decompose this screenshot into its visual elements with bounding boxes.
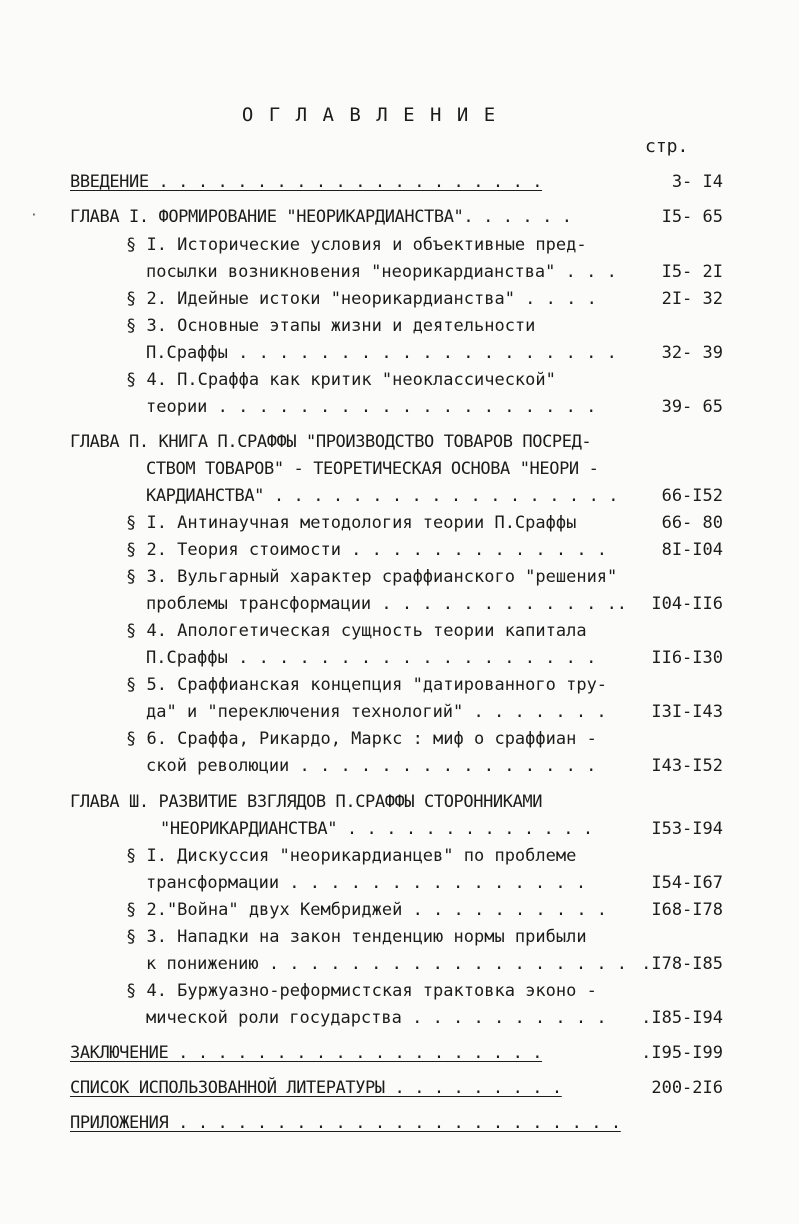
toc-entry-text: § 2. Идейные истоки "неорикардианства" . . . .: [126, 289, 597, 309]
toc-entry-text: проблемы трансформации . . . . . . . . . . . ..: [146, 594, 628, 614]
toc-entry-pages: 2I- 32: [661, 289, 723, 309]
toc-entry-pages: 66- 80: [661, 513, 723, 533]
toc-entry-text: ГЛАВА Ш. РАЗВИТИЕ ВЗГЛЯДОВ П.СРАФФЫ СТОРОННИКАМИ: [70, 792, 543, 812]
toc-entry-text: "НЕОРИКАРДИАНСТВА" . . . . . . . . . . . . .: [160, 819, 593, 839]
toc-entry-text: П.Сраффы . . . . . . . . . . . . . . . . . . .: [146, 343, 617, 363]
toc-entry-text: СТВОМ ТОВАРОВ" - ТЕОРЕТИЧЕСКАЯ ОСНОВА "НЕОРИ -: [146, 459, 599, 479]
toc-entry-text: § 3. Основные этапы жизни и деятельности: [126, 316, 536, 336]
toc-entry-text: § 4. Буржуазно-реформистская трактовка эконо -: [126, 981, 597, 1001]
page-column-label: стр.: [645, 136, 689, 157]
toc-entry-text: ЗАКЛЮЧЕНИЕ . . . . . . . . . . . . . . . . . . .: [70, 1043, 543, 1063]
toc-entry-text: теории . . . . . . . . . . . . . . . . . . .: [146, 397, 597, 417]
toc-entry-text: § 3. Нападки на закон тенденцию нормы прибыли: [126, 927, 587, 947]
toc-entry-pages: I53-I94: [651, 819, 723, 839]
toc-entry-pages: I5- 2I: [661, 262, 723, 282]
toc-entry-pages: 32- 39: [661, 343, 723, 363]
toc-entry-pages: 200-2I6: [651, 1078, 723, 1098]
toc-entry-text: ГЛАВА П. КНИГА П.СРАФФЫ "ПРОИЗВОДСТВО ТОВАРОВ ПОСРЕД-: [70, 432, 592, 452]
toc-entry-pages: I3I-I43: [651, 702, 723, 722]
toc-entry-pages: .I78-I85: [641, 954, 723, 974]
toc-entry-text: § I. Антинаучная методология теории П.Сраффы: [126, 513, 577, 533]
toc-entry-text: § 5. Сраффианская концепция "датированного тру-: [126, 675, 608, 695]
toc-entry-pages: I04-II6: [651, 594, 723, 614]
toc-entry-text: § 4. П.Сраффа как критик "неоклассической": [126, 370, 556, 390]
toc-entry-text: посылки возникновения "неорикардианства" . . .: [146, 262, 617, 282]
toc-entry-pages: 8I-I04: [661, 540, 723, 560]
toc-entry-text: ПРИЛОЖЕНИЯ . . . . . . . . . . . . . . . . . . . . . . .: [70, 1113, 621, 1133]
toc-entry-text: П.Сраффы . . . . . . . . . . . . . . . . . .: [146, 648, 597, 668]
toc-entry-text: ГЛАВА I. ФОРМИРОВАНИЕ "НЕОРИКАРДИАНСТВА". . . . . .: [70, 207, 572, 227]
toc-entry-text: § 2."Война" двух Кембриджей . . . . . . . . . .: [126, 900, 608, 920]
toc-entry-pages: I43-I52: [651, 756, 723, 776]
toc-entry-text: § 4. Апологетическая сущность теории капитала: [126, 621, 587, 641]
toc-entry-text: мической роли государства . . . . . . . . . .: [146, 1008, 607, 1028]
toc-entry-text: § I. Дискуссия "неорикардианцев" по проблеме: [126, 846, 577, 866]
toc-entry-text: § 6. Сраффа, Рикардо, Маркс : миф о сраффиан -: [126, 729, 597, 749]
toc-entry-pages: I68-I78: [651, 900, 723, 920]
page-title: О Г Л А В Л Е Н И Е: [241, 104, 498, 126]
toc-entry-pages: .I95-I99: [641, 1043, 723, 1063]
toc-entry-pages: I54-I67: [651, 873, 723, 893]
toc-entry-text: § 3. Вульгарный характер сраффианского "решения": [126, 567, 618, 587]
toc-entry-text: ской революции . . . . . . . . . . . . . . .: [146, 756, 597, 776]
toc-entry-pages: 3- I4: [671, 172, 723, 192]
toc-entry-text: СПИСОК ИСПОЛЬЗОВАННОЙ ЛИТЕРАТУРЫ . . . . . . . . .: [70, 1078, 562, 1098]
toc-entry-text: к понижению . . . . . . . . . . . . . . . . . .: [146, 954, 628, 974]
toc-entry-text: § I. Исторические условия и объективные пред-: [126, 235, 587, 255]
margin-mark: ·: [30, 208, 38, 223]
toc-entry-pages: 66-I52: [661, 486, 723, 506]
toc-entry-pages: I5- 65: [661, 207, 723, 227]
toc-entry-text: ВВЕДЕНИЕ . . . . . . . . . . . . . . . . . . . .: [70, 172, 543, 192]
toc-entry-text: трансформации . . . . . . . . . . . . . . .: [146, 873, 587, 893]
toc-entry-text: да" и "переключения технологий" . . . . . . .: [146, 702, 607, 722]
toc-entry-pages: II6-I30: [651, 648, 723, 668]
toc-entry-text: § 2. Теория стоимости . . . . . . . . . . . . .: [126, 540, 608, 560]
toc-entry-text: КАРДИАНСТВА" . . . . . . . . . . . . . . . . . .: [146, 486, 619, 506]
toc-entry-pages: 39- 65: [661, 397, 723, 417]
toc-entry-pages: .I85-I94: [641, 1008, 723, 1028]
